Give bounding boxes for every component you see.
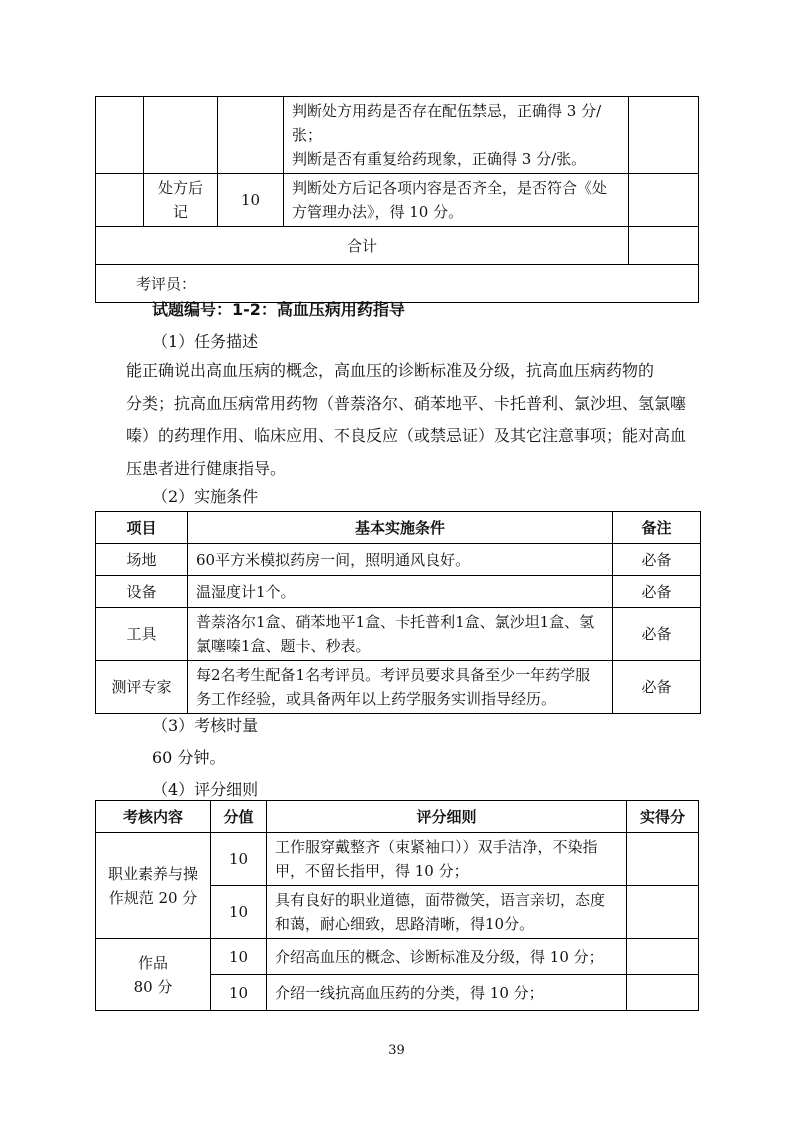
table-row: 设备 温湿度计1个。 必备 bbox=[96, 576, 701, 608]
scoring-table bbox=[95, 800, 699, 1011]
table-row: 10 具有良好的职业道德，面带微笑，语言亲切，态度 和蔼，耐心细致，思路清晰，得10分。 bbox=[96, 886, 699, 939]
subheading-duration: （3）考核时量 bbox=[152, 716, 259, 735]
score-cell: 10 bbox=[218, 174, 284, 227]
header-content: 考核内容 bbox=[96, 801, 211, 833]
conditions-table bbox=[95, 511, 701, 714]
page-number: 39 bbox=[388, 1043, 405, 1058]
header-note: 备注 bbox=[613, 512, 701, 544]
duration-text: 60 分钟。 bbox=[152, 748, 226, 767]
table-row: 职业素养与操 作规范 20 分 10 工作服穿戴整齐（束紧袖口））双手洁净，不染指 甲，不留长指甲，得 10 分； bbox=[96, 833, 699, 886]
table-header-row bbox=[96, 801, 699, 833]
table-header-row bbox=[96, 512, 701, 544]
group-cell: 职业素养与操 作规范 20 分 bbox=[96, 833, 211, 939]
header-rules: 评分细则 bbox=[267, 801, 627, 833]
rule-cell: 判断处方后记各项内容是否齐全，是否符合《处 方管理办法》，得 10 分。 bbox=[284, 174, 629, 227]
header-score: 分值 bbox=[211, 801, 267, 833]
table-row: 作品 80 分 10 介绍高血压的概念、诊断标准及分级，得 10 分； bbox=[96, 939, 699, 975]
table-row: 场地 60平方米模拟药房一间，照明通风良好。 必备 bbox=[96, 544, 701, 576]
table-row bbox=[96, 174, 699, 227]
group-cell: 作品 80 分 bbox=[96, 939, 211, 1011]
top-scoring-table bbox=[95, 96, 699, 303]
header-item: 项目 bbox=[96, 512, 188, 544]
total-row bbox=[96, 227, 699, 265]
table-row: 工具 普萘洛尔1盒、硝苯地平1盒、卡托普利1盒、氯沙坦1盒、氢 氯噻嗪1盒、题卡、秒表。 必备 bbox=[96, 608, 701, 661]
header-actual: 实得分 bbox=[627, 801, 699, 833]
task-description: 能正确说出高血压病的概念，高血压的诊断标准及分级，抗高血压病药物的 分类；抗高血压病常用药物（普萘洛尔、硝苯地平、卡托普利、氯沙坦、氢氯噻 嗪）的药理作用、临床应用、不良反应（或禁忌证）及其它注意事项；能对高血 压患者进行健康指导。 bbox=[126, 361, 687, 478]
subheading-scoring: （4）评分细则 bbox=[152, 780, 259, 799]
examiner-row bbox=[96, 265, 699, 303]
examiner-label: 考评员： bbox=[96, 265, 699, 303]
section-title: 试题编号：1-2：高血压病用药指导 bbox=[152, 300, 405, 319]
subheading-conditions: （2）实施条件 bbox=[152, 487, 259, 506]
table-row: 测评专家 每2名考生配备1名考评员。考评员要求具备至少一年药学服 务工作经验，或具备两年以上药学服务实训指导经历。 必备 bbox=[96, 661, 701, 714]
table-row bbox=[96, 97, 699, 174]
total-label: 合计 bbox=[96, 227, 629, 265]
item-cell: 处方后 记 bbox=[144, 174, 218, 227]
table-row: 10 介绍一线抗高血压药的分类，得 10 分； bbox=[96, 975, 699, 1011]
header-conditions: 基本实施条件 bbox=[188, 512, 613, 544]
subheading-task: （1）任务描述 bbox=[152, 332, 259, 351]
rule-cell: 判断处方用药是否存在配伍禁忌，正确得 3 分/ 张； 判断是否有重复给药现象，正确得 3 分/张。 bbox=[284, 97, 629, 174]
